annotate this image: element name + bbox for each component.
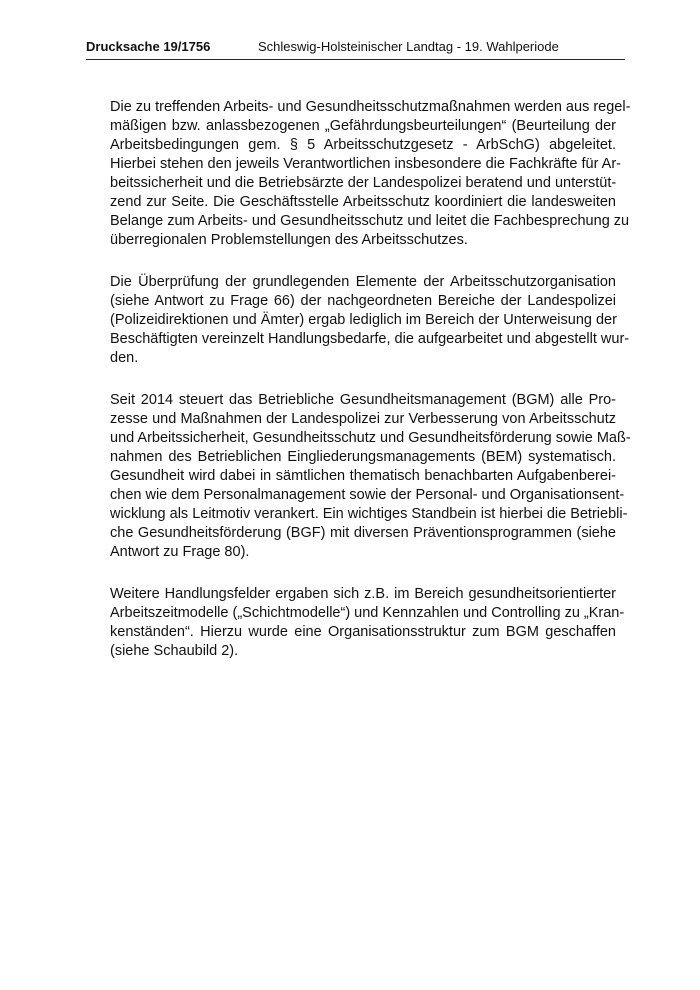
paragraph-4 [110, 585, 625, 661]
text-line: Arbeitsbedingungen gem. § 5 Arbeitsschutzgesetz - ArbSchG) abgeleitet. [110, 137, 616, 153]
document-number: Drucksache 19/1756 [86, 39, 211, 54]
parliament-period: Schleswig-Holsteinischer Landtag - 19. Wahlperiode [258, 39, 559, 54]
text-line: nahmen des Betrieblichen Eingliederungsmanagements (BEM) systematisch. [110, 449, 616, 465]
text-line: zend zur Seite. Die Geschäftsstelle Arbeitsschutz koordiniert die landesweiten [110, 194, 616, 210]
paragraph-3 [110, 391, 631, 562]
text-line: che Gesundheitsförderung (BGF) mit diversen Präventionsprogrammen (siehe [110, 525, 616, 541]
text-line: chen wie dem Personalmanagement sowie der Personal- und Organisationsent- [110, 487, 625, 503]
text-line: Die Überprüfung der grundlegenden Elemente der Arbeitsschutzorganisation [110, 274, 616, 290]
text-line: Beschäftigten vereinzelt Handlungsbedarfe, die aufgearbeitet und abgestellt wur- [110, 331, 630, 347]
text-line: wicklung als Leitmotiv verankert. Ein wichtiges Standbein ist hierbei die Betriebli- [110, 506, 628, 522]
paragraph-1 [110, 98, 631, 250]
page-header [86, 39, 625, 60]
text-line: (Polizeidirektionen und Ämter) ergab lediglich im Bereich der Unterweisung der [110, 312, 617, 328]
text-line: (siehe Schaubild 2). [110, 643, 239, 659]
document-body [110, 98, 631, 684]
text-line: mäßigen bzw. anlassbezogenen „Gefährdungsbeurteilungen“ (Beurteilung der [110, 118, 616, 134]
text-line: überregionalen Problemstellungen des Arbeitsschutzes. [110, 232, 468, 248]
text-line: und Arbeitssicherheit, Gesundheitsschutz und Gesundheitsförderung sowie Maß- [110, 430, 631, 446]
text-line: kenständen“. Hierzu wurde eine Organisationsstruktur zum BGM geschaffen [110, 624, 616, 640]
text-line: Gesundheit wird dabei in sämtlichen thematisch benachbarten Aufgabenberei- [110, 468, 616, 484]
text-line: Hierbei stehen den jeweils Verantwortlichen insbesondere die Fachkräfte für Ar- [110, 156, 621, 172]
text-line: Weitere Handlungsfelder ergaben sich z.B. im Bereich gesundheitsorientierter [110, 586, 616, 602]
text-line: Arbeitszeitmodelle („Schichtmodelle“) und Kennzahlen und Controlling zu „Kran- [110, 605, 625, 621]
text-line: Die zu treffenden Arbeits- und Gesundheitsschutzmaßnahmen werden aus regel- [110, 99, 631, 115]
text-line: (siehe Antwort zu Frage 66) der nachgeordneten Bereiche der Landespolizei [110, 293, 616, 309]
text-line: Belange zum Arbeits- und Gesundheitsschutz und leitet die Fachbesprechung zu [110, 213, 630, 229]
text-line: Seit 2014 steuert das Betriebliche Gesundheitsmanagement (BGM) alle Pro- [110, 392, 616, 408]
text-line: zesse und Maßnahmen der Landespolizei zur Verbesserung von Arbeitsschutz [110, 411, 616, 427]
text-line: Antwort zu Frage 80). [110, 544, 250, 560]
paragraph-2 [110, 273, 630, 368]
text-line: beitssicherheit und die Betriebsärzte der Landespolizei beratend und unterstüt- [110, 175, 617, 191]
text-line: den. [110, 350, 139, 366]
